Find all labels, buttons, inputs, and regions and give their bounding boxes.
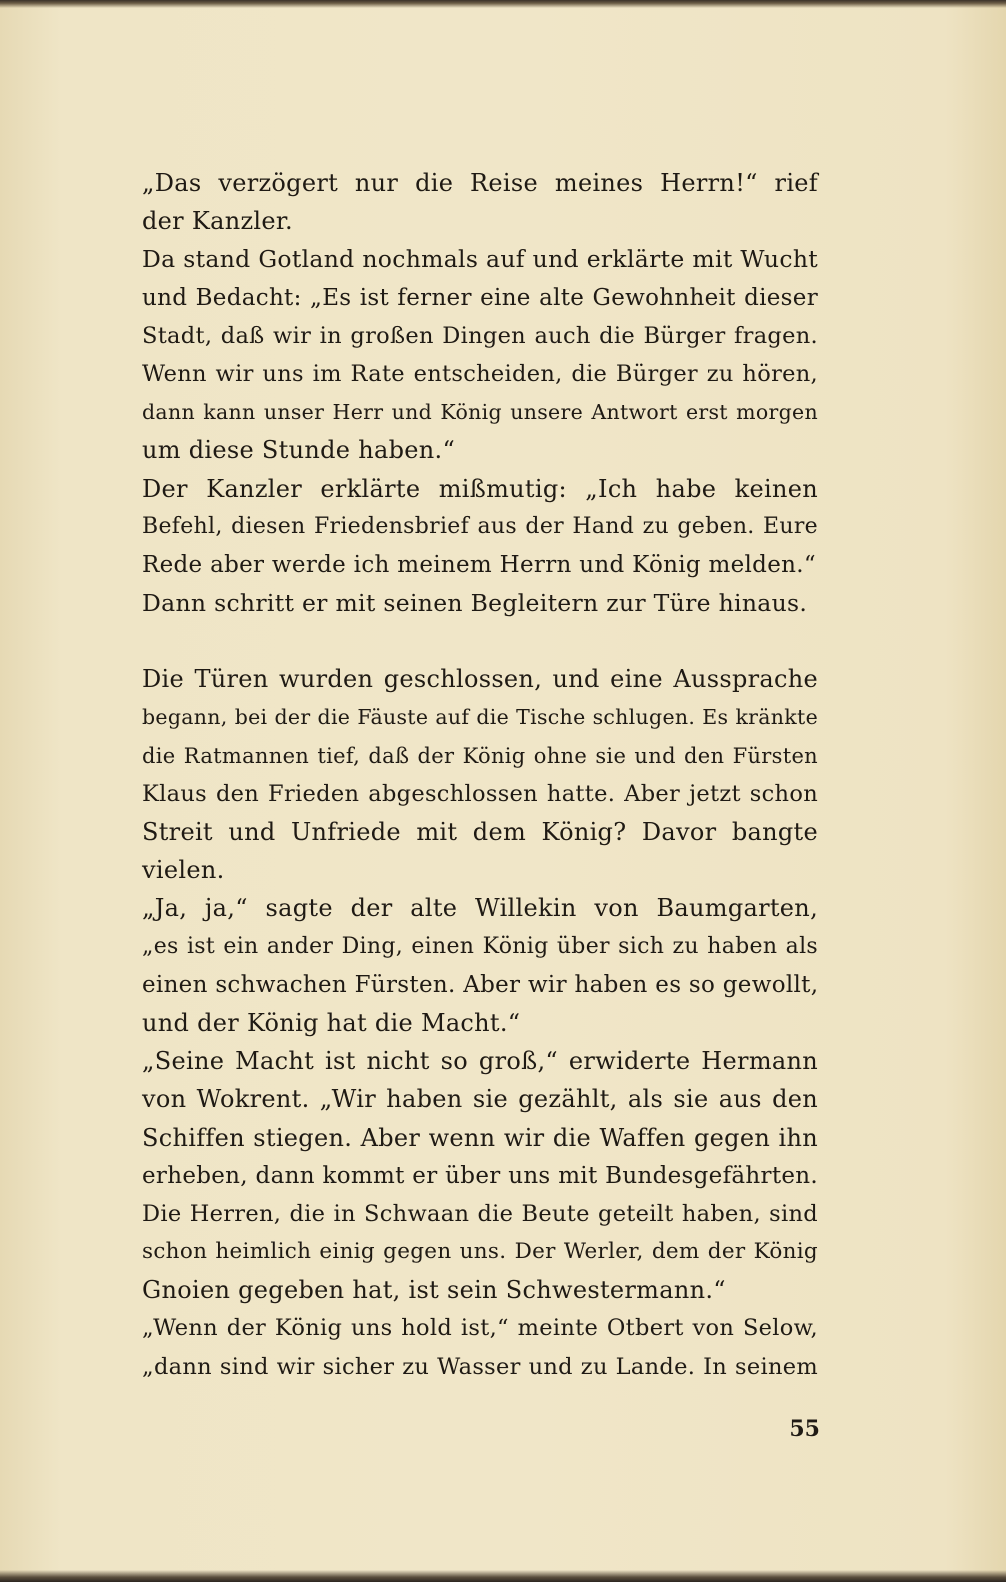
text-line: Da stand Gotland nochmals auf und erklärte mit Wucht	[142, 245, 818, 274]
text-line: die Ratmannen tief, daß der König ohne sie und den Fürsten	[142, 743, 818, 768]
text-line: Dann schritt er mit seinen Begleitern zur Türe hinaus.	[142, 589, 808, 618]
text-line: Streit und Unfriede mit dem König? Davor bangte	[142, 818, 818, 846]
text-line: „dann sind wir sicher zu Wasser und zu Lande. In seinem	[142, 1353, 818, 1380]
text-line: „Wenn der König uns hold ist,“ meinte Otbert von Selow,	[142, 1315, 818, 1342]
text-line: Befehl, diesen Friedensbrief aus der Hand zu geben. Eure	[142, 513, 818, 539]
text-line: „Ja, ja,“ sagte der alte Willekin von Baumgarten,	[142, 894, 818, 923]
text-line: um diese Stunde haben.“	[142, 436, 456, 465]
section-break	[142, 622, 818, 660]
text-line: einen schwachen Fürsten. Aber wir haben es so gewollt,	[142, 971, 819, 998]
text-line: Die Herren, die in Schwaan die Beute geteilt haben, sind	[142, 1200, 818, 1227]
text-line: Stadt, daß wir in großen Dingen auch die Bürger fragen.	[142, 322, 818, 349]
text-line: Der Kanzler erklärte mißmutig: „Ich habe keinen	[142, 474, 818, 503]
text-line: und der König hat die Macht.“	[142, 1008, 521, 1037]
text-line: erheben, dann kommt er über uns mit Bundesgefährten.	[142, 1162, 818, 1189]
text-line: und Bedacht: „Es ist ferner eine alte Gewohnheit dieser	[142, 284, 818, 311]
page-number: 55	[789, 1416, 820, 1442]
text-line: dann kann unser Herr und König unsere Antwort erst morgen	[142, 400, 818, 425]
text-line: „Seine Macht ist nicht so groß,“ erwiderte Hermann	[142, 1047, 818, 1076]
text-line: vielen.	[142, 856, 225, 885]
text-line: Wenn wir uns im Rate entscheiden, die Bürger zu hören,	[142, 360, 818, 387]
body-text	[142, 164, 818, 1386]
text-line: Schiffen stiegen. Aber wenn wir die Waffen gegen ihn	[142, 1123, 818, 1152]
text-line: begann, bei der die Fäuste auf die Tische schlugen. Es kränkte	[142, 705, 818, 730]
text-line: der Kanzler.	[142, 207, 293, 236]
text-line: „Das verzögert nur die Reise meines Herrn!“ rief	[142, 169, 818, 197]
text-line: Klaus den Frieden abgeschlossen hatte. Aber jetzt schon	[142, 780, 818, 807]
text-line: schon heimlich einig gegen uns. Der Werler, dem der König	[142, 1239, 818, 1265]
text-line: „es ist ein ander Ding, einen König über sich zu haben als	[142, 933, 818, 959]
text-line: von Wokrent. „Wir haben sie gezählt, als sie aus den	[142, 1085, 818, 1114]
text-line: Die Türen wurden geschlossen, und eine Aussprache	[142, 665, 818, 694]
text-line: Gnoien gegeben hat, ist sein Schwestermann.“	[142, 1276, 726, 1305]
page-bottom-edge	[0, 1570, 1006, 1582]
text-line: Rede aber werde ich meinem Herrn und König melden.“	[142, 551, 816, 578]
page-top-edge	[0, 0, 1006, 8]
